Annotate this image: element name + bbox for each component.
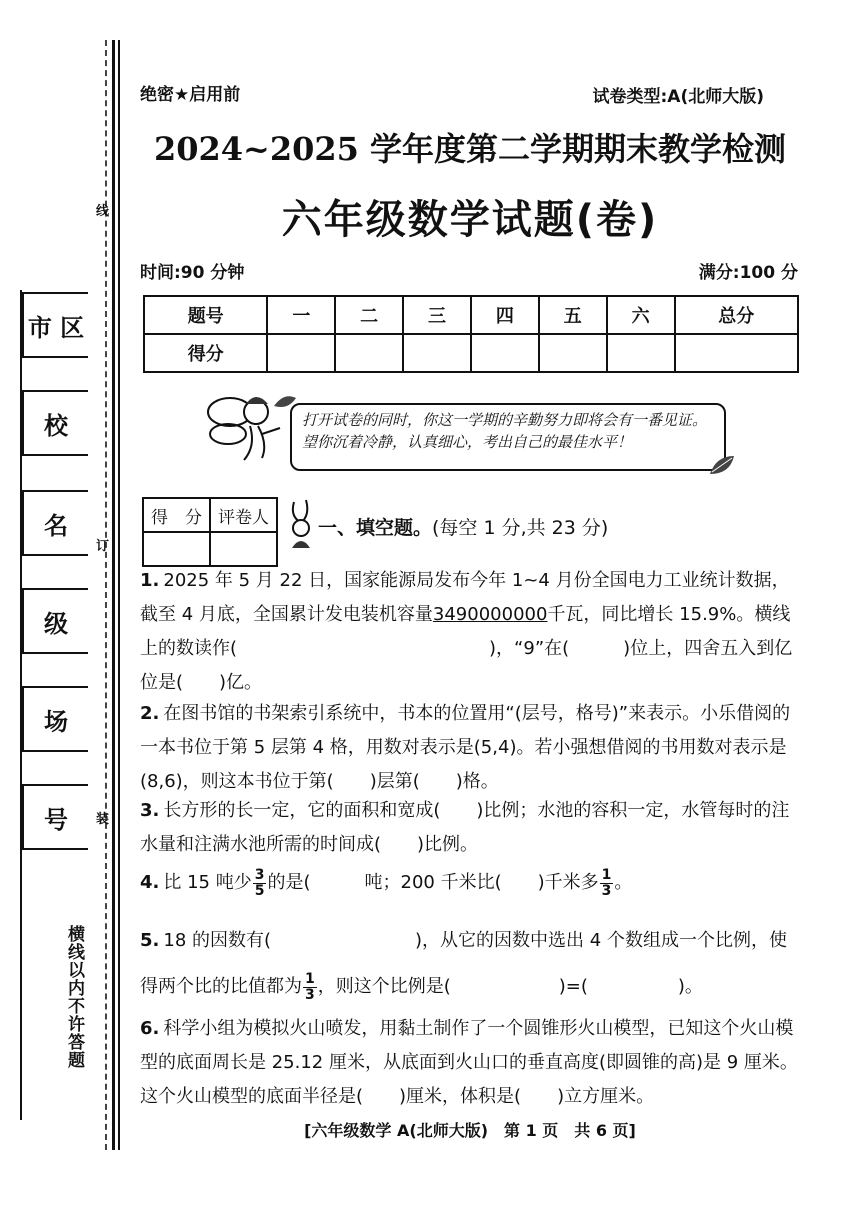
full-score: 满分:100 分 — [698, 263, 798, 283]
score-cell[interactable] — [335, 334, 403, 372]
score-header-cell: 总分 — [675, 296, 798, 334]
fraction-denominator: 3 — [601, 882, 612, 899]
score-header-cell: 一 — [267, 296, 335, 334]
score-cell[interactable] — [267, 334, 335, 372]
score-cell[interactable] — [403, 334, 471, 372]
question-number: 5. — [140, 930, 160, 951]
paper-type: 试卷类型:A(北师大版) — [592, 87, 764, 107]
score-table — [143, 295, 799, 373]
question-4 — [140, 866, 800, 900]
exam-title: 2024~2025 学年度第二学期期末教学检测 — [153, 130, 787, 168]
score-header-cell: 六 — [607, 296, 675, 334]
score-header-cell: 二 — [335, 296, 403, 334]
fraction — [303, 972, 317, 1003]
subject-title: 六年级数学试题(卷) — [281, 197, 659, 243]
fraction-denominator: 5 — [254, 882, 265, 899]
question-text: 18 的因数有( )，从它的因数中选出 4 个数组成一个比例，使得两个比的比值都为 — [140, 930, 787, 997]
section-title-text: 一、填空题。 — [318, 517, 433, 539]
field-school: 校 — [22, 390, 88, 456]
question-text: 的是( 吨；200 千米比( )千米多 — [267, 872, 599, 893]
fraction — [253, 868, 267, 899]
grader-name-label: 评卷人 — [210, 498, 277, 532]
page-footer: [六年级数学 A(北师大版) 第 1 页 共 6 页] — [304, 1121, 636, 1140]
question-text: 在图书馆的书架索引系统中，书本的位置用“(层号，格号)”来表示。小乐借阅的一本书位于第 5 层第 4 格，用数对表示是(5,4)。若小强想借阅的书用数对表示是(8,6)，则这本书位于第( )层第( )格。 — [140, 703, 791, 792]
question-number: 6. — [140, 1018, 160, 1039]
question-2 — [140, 697, 800, 799]
score-cell[interactable] — [675, 334, 798, 372]
encouragement-box: 打开试卷的同时，你这一学期的辛勤努力即将会有一番见证。望你沉着冷静，认真细心，考出自己的最佳水平！ — [290, 403, 726, 471]
question-3 — [140, 794, 800, 862]
fraction-numerator: 1 — [601, 866, 612, 883]
score-header-cell: 题号 — [144, 296, 267, 334]
question-text: 科学小组为模拟火山喷发，用黏土制作了一个圆锥形火山模型，已知这个火山模型的底面周长是 25.12 厘米，从底面到火山口的垂直高度(即圆锥的高)是 9 厘米。这个火山模型的底面半径是( )厘米，体积是( )立方厘米。 — [140, 1018, 798, 1107]
question-number: 4. — [140, 872, 160, 893]
score-header-cell: 三 — [403, 296, 471, 334]
question-number: 1. — [140, 570, 160, 591]
score-cell[interactable] — [607, 334, 675, 372]
question-text: ，则这个比例是( )=( )。 — [317, 976, 703, 997]
score-row-label: 得分 — [144, 334, 267, 372]
score-header-cell: 五 — [539, 296, 607, 334]
question-1 — [140, 564, 800, 700]
question-text: 比 15 吨少 — [163, 872, 252, 893]
leaf-icon — [706, 450, 742, 480]
grader-score-cell[interactable] — [143, 532, 210, 566]
underlined-number: 3490000000 — [432, 604, 548, 625]
fraction-numerator: 3 — [254, 866, 265, 883]
question-text: 2025 年 5 月 22 日，国家能源局发布今年 1~4 月份全国电力工业统计数据，截至 4 月底，全国累计发电装机容量 — [140, 570, 790, 625]
question-6 — [140, 1012, 800, 1114]
binding-line — [112, 40, 115, 1150]
marker-zhuang: 装 — [96, 812, 110, 827]
question-text: 千瓦，同比增长 15.9%。横线上的数读作( )，“9”在( )位上，四舍五入到亿位是( )亿。 — [140, 604, 793, 693]
grader-name-cell[interactable] — [210, 532, 277, 566]
fraction-denominator: 3 — [305, 986, 315, 1003]
field-number: 号 — [22, 784, 88, 850]
field-class: 级 — [22, 588, 88, 654]
field-room: 场 — [22, 686, 88, 752]
question-text: 长方形的长一定，它的面积和宽成( )比例；水池的容积一定，水管每时的注水量和注满水池所需的时间成( )比例。 — [140, 800, 790, 855]
marker-ding: 订 — [96, 539, 110, 554]
grader-table — [142, 497, 278, 567]
question-number: 3. — [140, 800, 160, 821]
rabbit-icon — [284, 498, 318, 554]
fraction — [600, 868, 614, 899]
no-answer-warning: 横线以内不许答题 — [64, 925, 84, 1069]
question-number: 2. — [140, 703, 160, 724]
score-cell[interactable] — [539, 334, 607, 372]
exam-time: 时间:90 分钟 — [140, 263, 245, 283]
field-district: 市 区 — [22, 292, 88, 358]
confidential-label: 绝密★启用前 — [140, 85, 241, 105]
question-text: 。 — [614, 872, 633, 893]
marker-xian: 线 — [96, 204, 110, 219]
question-5 — [140, 918, 800, 1010]
score-header-cell: 四 — [471, 296, 539, 334]
section-note: (每空 1 分,共 23 分) — [432, 517, 609, 539]
grader-score-label: 得 分 — [143, 498, 210, 532]
field-name: 名 — [22, 490, 88, 556]
section-title — [318, 513, 608, 540]
score-cell[interactable] — [471, 334, 539, 372]
binding-line — [118, 40, 120, 1150]
fraction-numerator: 1 — [305, 970, 315, 987]
